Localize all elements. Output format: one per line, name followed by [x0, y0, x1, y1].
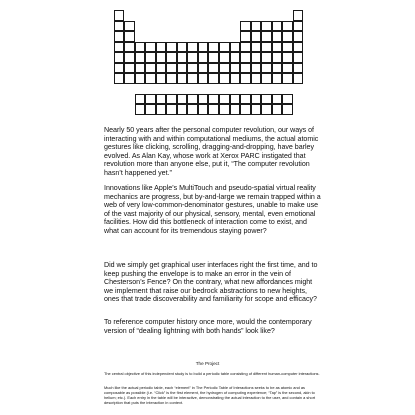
essay-paragraph-1: Nearly 50 years after the personal computer revolution, our ways of interacting with and within computational mediums, the actual atomic gestures like clicking, scrolling, dragging-and-dropping, have barley evolved. As Alan Kay, whose work at Xerox PARC instigated that revolution more than anyone else, put it, “The computer revolution hasn’t happened yet.”: [104, 126, 319, 177]
element-cell[interactable]: [166, 42, 177, 53]
element-cell[interactable]: [198, 104, 209, 115]
element-cell[interactable]: [156, 63, 167, 74]
element-cell[interactable]: [230, 104, 241, 115]
element-cell[interactable]: [251, 21, 262, 32]
element-cell[interactable]: [166, 104, 177, 115]
element-cell[interactable]: [135, 104, 146, 115]
element-cell[interactable]: [282, 104, 293, 115]
element-cell[interactable]: [166, 94, 177, 105]
element-cell[interactable]: [261, 42, 272, 53]
essay-paragraph-4: To reference computer history once more, would the contemporary version of “dealing lightning with both hands” look like?: [104, 318, 312, 335]
element-cell[interactable]: [240, 94, 251, 105]
project-paragraph-2: Much like the actual periodic table, each “element” in The Periodic Table of Interactions seeks to be as atomic and as composable as possible (i.e. “Click” is the first element, the hydrogen of computing experience; “Tap” is the second, akin to helium; etc.). Each entry in the table will be interactive, demonstrating the actual interaction to the user, and contain a short description that puts the interaction in context.: [104, 385, 316, 405]
project-paragraph-1: The central objective of this independent study is to build a periodic table consisting of different human-computer interactions.: [104, 371, 320, 376]
element-cell[interactable]: [251, 31, 262, 42]
element-cell[interactable]: [261, 73, 272, 84]
element-cell[interactable]: [293, 52, 304, 63]
element-cell[interactable]: [261, 31, 272, 42]
element-cell[interactable]: [240, 73, 251, 84]
element-cell[interactable]: [282, 52, 293, 63]
element-cell[interactable]: [282, 73, 293, 84]
element-cell[interactable]: [198, 94, 209, 105]
element-cell[interactable]: [198, 73, 209, 84]
element-cell[interactable]: [251, 63, 262, 74]
element-cell[interactable]: [219, 94, 230, 105]
element-cell[interactable]: [177, 42, 188, 53]
element-cell[interactable]: [293, 21, 304, 32]
element-cell[interactable]: [240, 104, 251, 115]
element-cell[interactable]: [156, 94, 167, 105]
element-cell[interactable]: [272, 31, 283, 42]
element-cell[interactable]: [114, 10, 125, 21]
element-cell[interactable]: [261, 21, 272, 32]
element-cell[interactable]: [230, 94, 241, 105]
element-cell[interactable]: [187, 42, 198, 53]
element-cell[interactable]: [272, 63, 283, 74]
element-cell[interactable]: [261, 63, 272, 74]
element-cell[interactable]: [177, 73, 188, 84]
element-cell[interactable]: [187, 94, 198, 105]
element-cell[interactable]: [124, 21, 135, 32]
element-cell[interactable]: [198, 42, 209, 53]
element-cell[interactable]: [208, 52, 219, 63]
element-cell[interactable]: [261, 94, 272, 105]
element-cell[interactable]: [135, 63, 146, 74]
element-cell[interactable]: [124, 52, 135, 63]
element-cell[interactable]: [219, 63, 230, 74]
element-cell[interactable]: [219, 73, 230, 84]
element-cell[interactable]: [208, 94, 219, 105]
periodic-table: [0, 0, 415, 120]
element-cell[interactable]: [219, 42, 230, 53]
element-cell[interactable]: [114, 63, 125, 74]
element-cell[interactable]: [251, 104, 262, 115]
element-cell[interactable]: [135, 73, 146, 84]
element-cell[interactable]: [187, 52, 198, 63]
element-cell[interactable]: [114, 21, 125, 32]
element-cell[interactable]: [114, 31, 125, 42]
element-cell[interactable]: [251, 42, 262, 53]
element-cell[interactable]: [251, 52, 262, 63]
essay-paragraph-3: Did we simply get graphical user interfaces right the first time, and to keep pushing the envelope is to make an error in the vein of Chesterson’s Fence? On the contrary, what new affordances might we implement that raise our bedrock abstractions to new heights, ones that trade discoverability and familiarity for scope and efficacy?: [104, 261, 318, 303]
project-heading: The Project: [195, 361, 220, 366]
element-cell[interactable]: [145, 52, 156, 63]
element-cell[interactable]: [177, 52, 188, 63]
element-cell[interactable]: [114, 42, 125, 53]
element-cell[interactable]: [145, 104, 156, 115]
element-cell[interactable]: [166, 63, 177, 74]
element-cell[interactable]: [282, 21, 293, 32]
element-cell[interactable]: [145, 73, 156, 84]
element-cell[interactable]: [240, 42, 251, 53]
element-cell[interactable]: [251, 73, 262, 84]
element-cell[interactable]: [272, 94, 283, 105]
element-cell[interactable]: [135, 94, 146, 105]
element-cell[interactable]: [177, 94, 188, 105]
element-cell[interactable]: [145, 94, 156, 105]
element-cell[interactable]: [272, 21, 283, 32]
element-cell[interactable]: [230, 73, 241, 84]
element-cell[interactable]: [156, 104, 167, 115]
element-cell[interactable]: [177, 104, 188, 115]
element-cell[interactable]: [208, 73, 219, 84]
element-cell[interactable]: [261, 104, 272, 115]
element-cell[interactable]: [272, 73, 283, 84]
element-cell[interactable]: [145, 63, 156, 74]
element-cell[interactable]: [114, 73, 125, 84]
element-cell[interactable]: [219, 52, 230, 63]
element-cell[interactable]: [166, 73, 177, 84]
element-cell[interactable]: [208, 104, 219, 115]
element-cell[interactable]: [177, 63, 188, 74]
element-cell[interactable]: [145, 42, 156, 53]
element-cell[interactable]: [282, 42, 293, 53]
element-cell[interactable]: [293, 31, 304, 42]
element-cell[interactable]: [293, 42, 304, 53]
element-cell[interactable]: [187, 104, 198, 115]
element-cell[interactable]: [293, 73, 304, 84]
element-cell[interactable]: [240, 31, 251, 42]
element-cell[interactable]: [261, 52, 272, 63]
element-cell[interactable]: [208, 42, 219, 53]
element-cell[interactable]: [198, 63, 209, 74]
element-cell[interactable]: [135, 52, 146, 63]
element-cell[interactable]: [187, 63, 198, 74]
element-cell[interactable]: [240, 52, 251, 63]
element-cell[interactable]: [251, 94, 262, 105]
element-cell[interactable]: [293, 10, 304, 21]
element-cell[interactable]: [114, 52, 125, 63]
element-cell[interactable]: [219, 104, 230, 115]
element-cell[interactable]: [282, 94, 293, 105]
element-cell[interactable]: [124, 42, 135, 53]
element-cell[interactable]: [156, 73, 167, 84]
element-cell[interactable]: [272, 52, 283, 63]
element-cell[interactable]: [240, 63, 251, 74]
element-cell[interactable]: [230, 63, 241, 74]
element-cell[interactable]: [187, 73, 198, 84]
element-cell[interactable]: [293, 63, 304, 74]
element-cell[interactable]: [208, 63, 219, 74]
element-cell[interactable]: [272, 42, 283, 53]
element-cell[interactable]: [135, 42, 146, 53]
element-cell[interactable]: [124, 73, 135, 84]
element-cell[interactable]: [124, 63, 135, 74]
essay-paragraph-2: Innovations like Apple’s MultiTouch and pseudo-spatial virtual reality mechanics are progress, but by-and-large we remain trapped within a web of very low-common-denominator gestures, unable to make use of the vast majority of our physical, sensory, mental, even emotional facilities. How did this bottleneck of interaction come to exist, and what can account for its tremendous staying power?: [104, 184, 321, 235]
element-cell[interactable]: [272, 104, 283, 115]
element-cell[interactable]: [124, 31, 135, 42]
element-cell[interactable]: [198, 52, 209, 63]
element-cell[interactable]: [282, 31, 293, 42]
element-cell[interactable]: [282, 63, 293, 74]
element-cell[interactable]: [230, 52, 241, 63]
element-cell[interactable]: [156, 42, 167, 53]
element-cell[interactable]: [230, 42, 241, 53]
element-cell[interactable]: [166, 52, 177, 63]
element-cell[interactable]: [156, 52, 167, 63]
element-cell[interactable]: [240, 21, 251, 32]
